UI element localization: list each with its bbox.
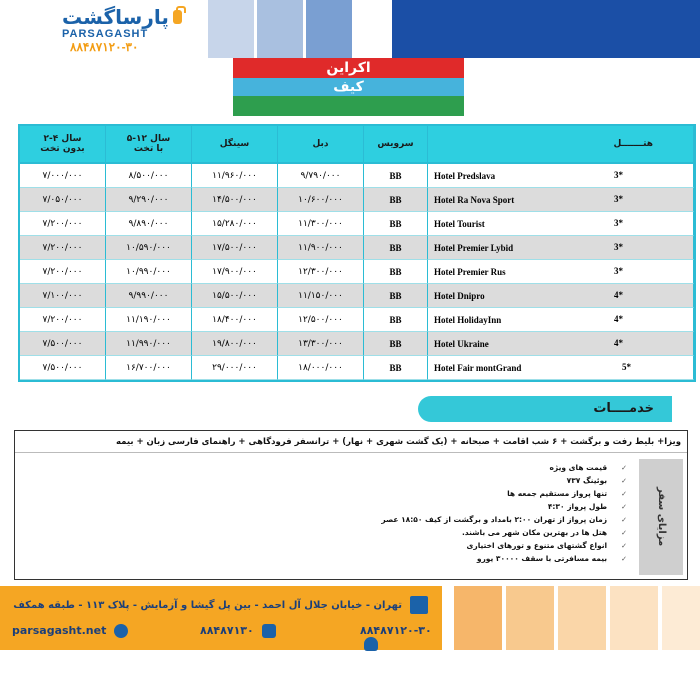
- price-child-bed: ۱۱/۱۹۰/۰۰۰: [106, 308, 192, 332]
- table-row: [20, 188, 694, 212]
- price-single: ۲۹/۰۰۰/۰۰۰: [192, 356, 278, 380]
- website-text: parsagasht.net: [12, 624, 107, 637]
- service-cell: BB: [364, 308, 428, 332]
- service-cell: BB: [364, 284, 428, 308]
- footer-block: [454, 586, 502, 650]
- price-child-nobed: ۷/۵۰۰/۰۰۰: [20, 356, 106, 380]
- price-double: ۱۲/۵۰۰/۰۰۰: [278, 308, 364, 332]
- price-double: ۱۱/۳۰۰/۰۰۰: [278, 212, 364, 236]
- hotel-name: Hotel Tourist: [434, 218, 485, 229]
- hotel-cell: [428, 212, 694, 236]
- service-cell: BB: [364, 260, 428, 284]
- services-box: [14, 430, 688, 580]
- service-cell: BB: [364, 236, 428, 260]
- price-child-bed: ۱۶/۷۰۰/۰۰۰: [106, 356, 192, 380]
- hotel-cell: [428, 356, 694, 380]
- footer-block: [558, 586, 606, 650]
- header-block: [306, 0, 352, 58]
- hotel-cell: [428, 164, 694, 188]
- service-cell: BB: [364, 164, 428, 188]
- header-hotel: هتـــــــل: [428, 126, 694, 164]
- hotel-name: Hotel Ukraine: [434, 338, 489, 349]
- price-child-nobed: ۷/۰۰۰/۰۰۰: [20, 164, 106, 188]
- price-single: ۱۵/۵۰۰/۰۰۰: [192, 284, 278, 308]
- fax-icon: [262, 624, 276, 638]
- price-single: ۱۴/۵۰۰/۰۰۰: [192, 188, 278, 212]
- benefits-list: [307, 461, 627, 565]
- price-single: ۱۷/۵۰۰/۰۰۰: [192, 236, 278, 260]
- hotel-cell: [428, 236, 694, 260]
- price-double: ۱۱/۱۵۰/۰۰۰: [278, 284, 364, 308]
- user-icon: [364, 637, 378, 651]
- table-row: [20, 308, 694, 332]
- price-table: [18, 124, 696, 382]
- header-phone: ۸۸۴۸۷۱۲۰-۳۰: [70, 40, 139, 54]
- price-double: ۱۸/۰۰۰/۰۰۰: [278, 356, 364, 380]
- hotel-name: Hotel Premier Lybid: [434, 242, 514, 253]
- footer-block: [506, 586, 554, 650]
- table-row: [20, 212, 694, 236]
- footer-phone[interactable]: [360, 624, 442, 651]
- hotel-name: Hotel Predslava: [434, 170, 496, 181]
- price-double: ۱۱/۹۰۰/۰۰۰: [278, 236, 364, 260]
- price-single: ۱۷/۹۰۰/۰۰۰: [192, 260, 278, 284]
- price-child-bed: ۹/۹۹۰/۰۰۰: [106, 284, 192, 308]
- table-row: [20, 164, 694, 188]
- price-child-bed: ۹/۸۹۰/۰۰۰: [106, 212, 192, 236]
- hotel-cell: [428, 260, 694, 284]
- destination-city: کیف: [233, 78, 464, 96]
- hotel-cell: [428, 308, 694, 332]
- price-child-bed: ۱۰/۵۹۰/۰۰۰: [106, 236, 192, 260]
- price-single: ۱۱/۹۶۰/۰۰۰: [192, 164, 278, 188]
- hotel-name: Hotel Premier Rus: [434, 266, 506, 277]
- service-cell: BB: [364, 212, 428, 236]
- price-child-nobed: ۷/۲۰۰/۰۰۰: [20, 260, 106, 284]
- hotel-stars: 3*: [614, 170, 623, 180]
- brand-name-en: PARSAGASHT: [62, 28, 149, 40]
- flag-stripe: [233, 96, 464, 116]
- footer-address: تهران - خیابان جلال آل احمد - بین پل گیشا و آزمایش - پلاک ۱۱۳ - طبقه همکف: [13, 600, 402, 611]
- price-double: ۱۳/۳۰۰/۰۰۰: [278, 332, 364, 356]
- footer-block: [610, 586, 658, 650]
- price-single: ۱۵/۲۸۰/۰۰۰: [192, 212, 278, 236]
- table-row: [20, 284, 694, 308]
- header-block: [392, 0, 700, 58]
- hotel-name: Hotel HolidayInn: [434, 314, 502, 325]
- globe-icon: [114, 624, 128, 638]
- header-single: سینگل: [192, 126, 278, 164]
- list-item: ✓ هتل ها در بهترین مکان شهر می باشند.: [307, 526, 627, 539]
- table-row: [20, 236, 694, 260]
- phone-text: ۸۸۴۸۷۱۲۰-۳۰: [360, 624, 432, 637]
- service-cell: BB: [364, 356, 428, 380]
- price-child-nobed: ۷/۱۰۰/۰۰۰: [20, 284, 106, 308]
- hotel-cell: [428, 284, 694, 308]
- hotel-name: Hotel Ra Nova Sport: [434, 194, 515, 205]
- price-child-bed: ۸/۵۰۰/۰۰۰: [106, 164, 192, 188]
- table-row: [20, 356, 694, 380]
- destination-country: اکراین: [233, 58, 464, 78]
- price-child-nobed: ۷/۰۵۰/۰۰۰: [20, 188, 106, 212]
- table-header-row: [20, 126, 694, 164]
- header-double: دبل: [278, 126, 364, 164]
- list-item: ✓ طول پرواز ۴:۳۰: [307, 500, 627, 513]
- table-row: [20, 260, 694, 284]
- hotel-cell: [428, 332, 694, 356]
- hotel-name: Hotel Dnipro: [434, 290, 485, 301]
- hotel-stars: 3*: [614, 194, 623, 204]
- brand-name-fa: پارساگشت: [62, 5, 169, 29]
- price-single: ۱۹/۸۰۰/۰۰۰: [192, 332, 278, 356]
- suitcase-icon: [173, 10, 182, 24]
- price-single: ۱۸/۴۰۰/۰۰۰: [192, 308, 278, 332]
- list-item: ✓ زمان پرواز از تهران ۲:۰۰ بامداد و برگشت از کیف ۱۸:۵۰ عصر: [307, 513, 627, 526]
- list-item: ✓ بیمه مسافرتی با سقف ۳۰۰۰۰ یورو: [307, 552, 627, 565]
- service-cell: BB: [364, 188, 428, 212]
- hotel-stars: 4*: [614, 338, 623, 348]
- hotel-stars: 3*: [614, 266, 623, 276]
- header-block: [208, 0, 254, 58]
- price-child-bed: ۱۰/۹۹۰/۰۰۰: [106, 260, 192, 284]
- header-child-bed: ۵-۱۲ سال با تخت: [106, 126, 192, 164]
- list-item: ✓ انواع گشتهای متنوع و تورهای اختیاری: [307, 539, 627, 552]
- price-child-nobed: ۷/۵۰۰/۰۰۰: [20, 332, 106, 356]
- list-item: ✓ بوئینگ ۷۳۷: [307, 474, 627, 487]
- header-service: سرویس: [364, 126, 428, 164]
- footer-block: [662, 586, 700, 650]
- hotel-stars: 4*: [614, 290, 623, 300]
- price-child-nobed: ۷/۲۰۰/۰۰۰: [20, 308, 106, 332]
- price-child-bed: ۹/۲۹۰/۰۰۰: [106, 188, 192, 212]
- services-included: ویزا+ بلیط رفت و برگشت + ۶ شب اقامت + صبحانه + (یک گشت شهری + نهار) + ترانسفر فرودگاهی + راهنمای فارسی زبان + بیمه: [15, 431, 687, 453]
- hotel-stars: 3*: [614, 242, 623, 252]
- hotel-cell: [428, 188, 694, 212]
- price-child-bed: ۱۱/۹۹۰/۰۰۰: [106, 332, 192, 356]
- building-icon: [410, 596, 428, 614]
- list-item: ✓ قیمت های ویژه: [307, 461, 627, 474]
- table-row: [20, 332, 694, 356]
- hotel-stars: 3*: [614, 218, 623, 228]
- price-child-nobed: ۷/۲۰۰/۰۰۰: [20, 212, 106, 236]
- fax-text: ۸۸۴۸۷۱۳۰: [200, 624, 254, 637]
- service-cell: BB: [364, 332, 428, 356]
- price-child-nobed: ۷/۲۰۰/۰۰۰: [20, 236, 106, 260]
- hotel-name: Hotel Fair montGrand: [434, 362, 522, 373]
- header-block: [257, 0, 303, 58]
- benefits-label: مزایای سفر: [639, 459, 683, 575]
- footer-fax: [200, 624, 276, 638]
- footer: [0, 586, 442, 650]
- price-double: ۱۲/۳۰۰/۰۰۰: [278, 260, 364, 284]
- price-double: ۹/۷۹۰/۰۰۰: [278, 164, 364, 188]
- footer-website[interactable]: [12, 624, 128, 638]
- list-item: ✓ تنها پرواز مستقیم جمعه ها: [307, 487, 627, 500]
- header-child-nobed: ۲-۴ سال بدون تخت: [20, 126, 106, 164]
- price-double: ۱۰/۶۰۰/۰۰۰: [278, 188, 364, 212]
- services-title: خدمــــات: [418, 396, 672, 422]
- hotel-stars: 4*: [614, 314, 623, 324]
- hotel-stars: 5*: [622, 362, 631, 372]
